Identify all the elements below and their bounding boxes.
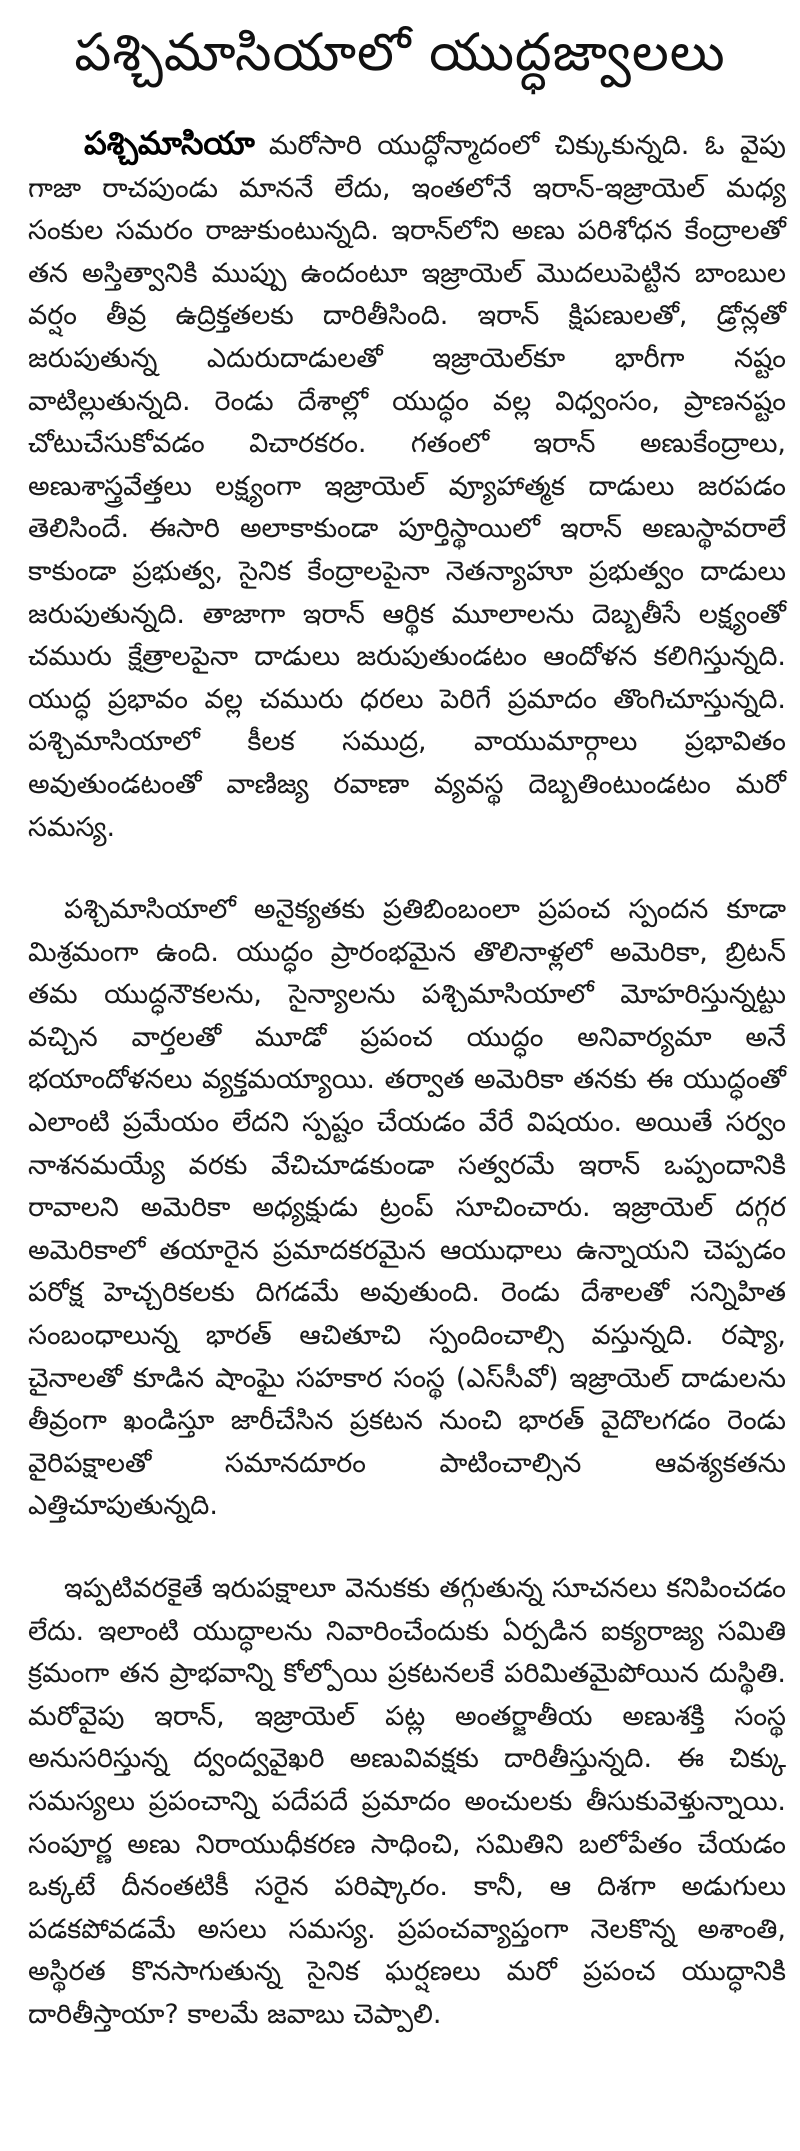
article-headline: పశ్చిమాసియాలో యుద్ధజ్వాలలు [74, 23, 726, 83]
paragraph-1-text: మరోసారి యుద్ధోన్మాదంలో చిక్కుకున్నది. ఓ వైపు గాజా రాచపుండు మాననే లేదు, ఇంతలోనే ఇరాన్-ఇజ్రాయెల్ మధ్య సంకుల సమరం రాజుకుంటున్నది. ఇరాన్‌లోని అణు పరిశోధన కేంద్రాలతో తన అస్తిత్వానికి ముప్పు ఉందంటూ ఇజ్రాయెల్ మొదలుపెట్టిన బాంబుల వర్షం తీవ్ర ఉద్రిక్తతలకు దారితీసింది. ఇరాన్ క్షిపణులతో, డ్రోన్లతో జరుపుతున్న ఎదురుదాడులతో ఇజ్రాయెల్‌కూ భారీగా నష్టం వాటిల్లుతున్నది. రెండు దేశాల్లో యుద్ధం వల్ల విధ్వంసం, ప్రాణనష్టం చోటుచేసుకోవడం విచారకరం. గతంలో ఇరాన్ అణుకేంద్రాలు, అణుశాస్త్రవేత్తలు లక్ష్యంగా ఇజ్రాయెల్ వ్యూహాత్మక దాడులు జరపడం తెలిసిందే. ఈసారి అలాకాకుండా పూర్తిస్థాయిలో ఇరాన్ అణుస్థావరాలే కాకుండా ప్రభుత్వ, సైనిక కేంద్రాలపైనా నెతన్యాహూ ప్రభుత్వం దాడులు జరుపుతున్నది. తాజాగా ఇరాన్ ఆర్థిక మూలాలను దెబ్బతీసే లక్ష్యంతో చమురు క్షేత్రాలపైనా దాడులు జరుపుతుండటం ఆందోళన కలిగిస్తున్నది. యుద్ధ ప్రభావం వల్ల చమురు ధరలు పెరిగే ప్రమాదం తొంగిచూస్తున్నది. పశ్చిమాసియాలో కీలక సముద్ర, వాయుమార్గాలు ప్రభావితం అవుతుండటంతో వాణిజ్య రవాణా వ్యవస్థ దెబ్బతింటుండటం మరో సమస్య. [28, 130, 786, 843]
article-body [28, 122, 786, 2037]
lead-word: పశ్చిమాసియా [84, 124, 255, 162]
paragraph-1 [28, 122, 786, 849]
paragraph-3: ఇప్పటివరకైతే ఇరుపక్షాలూ వెనుకకు తగ్గుతున్న సూచనలు కనిపించడం లేదు. ఇలాంటి యుద్ధాలను నివారించేందుకు ఏర్పడిన ఐక్యరాజ్య సమితి క్రమంగా తన ప్రాభవాన్ని కోల్పోయి ప్రకటనలకే పరిమితమైపోయిన దుస్థితి. మరోవైపు ఇరాన్, ఇజ్రాయెల్ పట్ల అంతర్జాతీయ అణుశక్తి సంస్థ అనుసరిస్తున్న ద్వంద్వవైఖరి అణువివక్షకు దారితీస్తున్నది. ఈ చిక్కు సమస్యలు ప్రపంచాన్ని పదేపదే ప్రమాదం అంచులకు తీసుకువెళ్తున్నాయి. సంపూర్ణ అణు నిరాయుధీకరణ సాధించి, సమితిని బలోపేతం చేయడం ఒక్కటే దీనంతటికీ సరైన పరిష్కారం. కానీ, ఆ దిశగా అడుగులు పడకపోవడమే అసలు సమస్య. ప్రపంచవ్యాప్తంగా నెలకొన్న అశాంతి, అస్థిరత కొనసాగుతున్న సైనిక ఘర్షణలు మరో ప్రపంచ యుద్ధానికి దారితీస్తాయా? కాలమే జవాబు చెప్పాలి. [28, 1573, 786, 2030]
paragraph-2: పశ్చిమాసియాలో అనైక్యతకు ప్రతిబింబంలా ప్రపంచ స్పందన కూడా మిశ్రమంగా ఉంది. యుద్ధం ప్రారంభమైన తొలినాళ్లలో అమెరికా, బ్రిటన్ తమ యుద్ధనౌకలను, సైన్యాలను పశ్చిమాసియాలో మోహరిస్తున్నట్టు వచ్చిన వార్తలతో మూడో ప్రపంచ యుద్ధం అనివార్యమా అనే భయాందోళనలు వ్యక్తమయ్యాయి. తర్వాత అమెరికా తనకు ఈ యుద్ధంతో ఎలాంటి ప్రమేయం లేదని స్పష్టం చేయడం వేరే విషయం. అయితే సర్వం నాశనమయ్యే వరకు వేచిచూడకుండా సత్వరమే ఇరాన్ ఒప్పందానికి రావాలని అమెరికా అధ్యక్షుడు ట్రంప్ సూచించారు. ఇజ్రాయెల్ దగ్గర అమెరికాలో తయారైన ప్రమాదకరమైన ఆయుధాలు ఉన్నాయని చెప్పడం పరోక్ష హెచ్చరికలకు దిగడమే అవుతుంది. రెండు దేశాలతో సన్నిహిత సంబంధాలున్న భారత్ ఆచితూచి స్పందించాల్సి వస్తున్నది. రష్యా, చైనాలతో కూడిన షాంఘై సహకార సంస్థ (ఎస్‌సీవో) ఇజ్రాయెల్ దాడులను తీవ్రంగా ఖండిస్తూ జారీచేసిన ప్రకటన నుంచి భారత్ వైదొలగడం రెండు వైరిపక్షాలతో సమానదూరం పాటించాల్సిన ఆవశ్యకతను ఎత్తిచూపుతున్నది. [28, 894, 786, 1522]
